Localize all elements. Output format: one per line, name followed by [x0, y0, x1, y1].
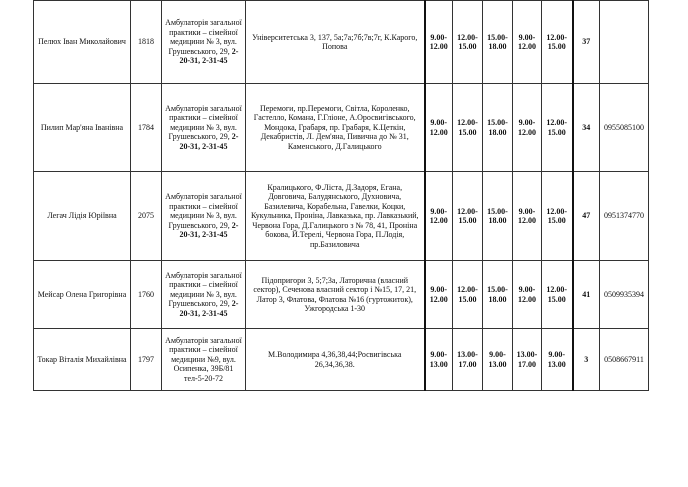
clinic-phones: 2-20-31, 2-31-45: [179, 132, 239, 151]
time-slot-1: 9.00-12.00: [425, 261, 453, 329]
patient-count: 3: [573, 329, 600, 391]
clinic-address: [162, 1, 246, 84]
table-row: [34, 1, 649, 84]
clinic-main: Амбулаторія загальної практики – сімейної медицини № 3, вул. Грушевського, 29,: [165, 270, 242, 309]
time-slot-5: 12.00-15.00: [542, 1, 573, 84]
served-streets: Кралицького, Ф.Ліста, Д.Задоря, Егана, Довговича, Балудянського, Духновича, Базилевича, Корабельна, Гавелки, Коцки, Кукульника, Проніна, Лавказька, пр. Лавказький, Червона Гора, Д.Галицького з № 78, 41, Проніна бокова, Й.Терелі, Червона Гора, П.Лодія, пр.Базиловича: [246, 172, 425, 261]
doctor-name: Пелюх Іван Миколайович: [34, 1, 131, 84]
clinic-address: [162, 84, 246, 172]
time-slot-2: 12.00-15.00: [453, 84, 483, 172]
time-slot-5: 9.00-13.00: [542, 329, 573, 391]
doctor-name: Мейсар Олена Григорівна: [34, 261, 131, 329]
time-slot-2: 13.00-17.00: [453, 329, 483, 391]
served-streets: Університетська 3, 137, 5а;7а;7б;7в;7г, К.Карого, Попова: [246, 1, 425, 84]
phone-number: 0508667911: [600, 329, 649, 391]
clinic-address: [162, 172, 246, 261]
doctor-id: 1818: [131, 1, 162, 84]
clinic-address: [162, 261, 246, 329]
patient-count: 34: [573, 84, 600, 172]
clinic-main: Амбулаторія загальної практики – сімейної медицини №9, вул. Осипенка, 39Б/81 тел-5-20-72: [165, 335, 242, 383]
served-streets: Перемоги, пр.Перемоги, Світла, Короленко, Гастелло, Комана, Г.Гліоне, А.Оросвигівського, Мондока, Грабаря, пр. Грабаря, К.Цеткін, Декабристів, Л. Дем'яна, Пивична до № 31, Каменського, Д.Галицького: [246, 84, 425, 172]
time-slot-3: 15.00-18.00: [483, 172, 513, 261]
time-slot-1: 9.00-12.00: [425, 1, 453, 84]
table-row: [34, 261, 649, 329]
time-slot-3: 15.00-18.00: [483, 84, 513, 172]
time-slot-2: 12.00-15.00: [453, 172, 483, 261]
clinic-main: Амбулаторія загальної практики – сімейної медицини № 3, вул. Грушевського, 29,: [165, 192, 242, 230]
table-row: [34, 84, 649, 172]
time-slot-4: 13.00-17.00: [513, 329, 542, 391]
patient-count: 37: [573, 1, 600, 84]
table-row: [34, 172, 649, 261]
time-slot-1: 9.00-12.00: [425, 172, 453, 261]
time-slot-3: 15.00-18.00: [483, 261, 513, 329]
clinic-phones: 2-20-31, 2-31-45: [179, 46, 239, 66]
table-row: [34, 329, 649, 391]
clinic-main: Амбулаторія загальної практики – сімейної медицини № 3, вул. Грушевського, 29,: [165, 18, 242, 56]
time-slot-5: 12.00-15.00: [542, 84, 573, 172]
time-slot-5: 12.00-15.00: [542, 261, 573, 329]
served-streets: М.Володимира 4,36,38,44;Росвигівська 26,34,36,38.: [246, 329, 425, 391]
doctor-id: 1760: [131, 261, 162, 329]
time-slot-3: 9.00-13.00: [483, 329, 513, 391]
time-slot-2: 12.00-15.00: [453, 1, 483, 84]
time-slot-1: 9.00-13.00: [425, 329, 453, 391]
clinic-main: Амбулаторія загальної практики – сімейної медицини № 3, вул. Грушевського, 29,: [165, 103, 242, 142]
clinic-phones: 2-20-31, 2-31-45: [179, 299, 239, 318]
clinic-phones: 2-20-31, 2-31-45: [179, 220, 239, 240]
time-slot-5: 12.00-15.00: [542, 172, 573, 261]
phone-number: [600, 1, 649, 84]
time-slot-1: 9.00-12.00: [425, 84, 453, 172]
time-slot-4: 9.00-12.00: [513, 1, 542, 84]
clinic-address: [162, 329, 246, 391]
served-streets: Підопригори 3, 5;7;3а, Латорична (власний сектор), Сеченова власний сектор і №15, 17, 21, Латор 3, Флатова, Флатова №16 (гуртожиток), Ужгородська 1-30: [246, 261, 425, 329]
phone-number: 0951374770: [600, 172, 649, 261]
patient-count: 47: [573, 172, 600, 261]
time-slot-3: 15.00-18.00: [483, 1, 513, 84]
patient-count: 41: [573, 261, 600, 329]
doctor-id: 2075: [131, 172, 162, 261]
time-slot-4: 9.00-12.00: [513, 84, 542, 172]
time-slot-4: 9.00-12.00: [513, 172, 542, 261]
doctor-name: Токар Віталія Михайлівна: [34, 329, 131, 391]
doctor-id: 1784: [131, 84, 162, 172]
doctor-id: 1797: [131, 329, 162, 391]
doctor-name: Легач Лідія Юріївна: [34, 172, 131, 261]
phone-number: 0955085100: [600, 84, 649, 172]
time-slot-4: 9.00-12.00: [513, 261, 542, 329]
time-slot-2: 12.00-15.00: [453, 261, 483, 329]
doctor-name: Пилип Мар'яна Іванівна: [34, 84, 131, 172]
phone-number: 0509935394: [600, 261, 649, 329]
schedule-table: [33, 0, 649, 391]
